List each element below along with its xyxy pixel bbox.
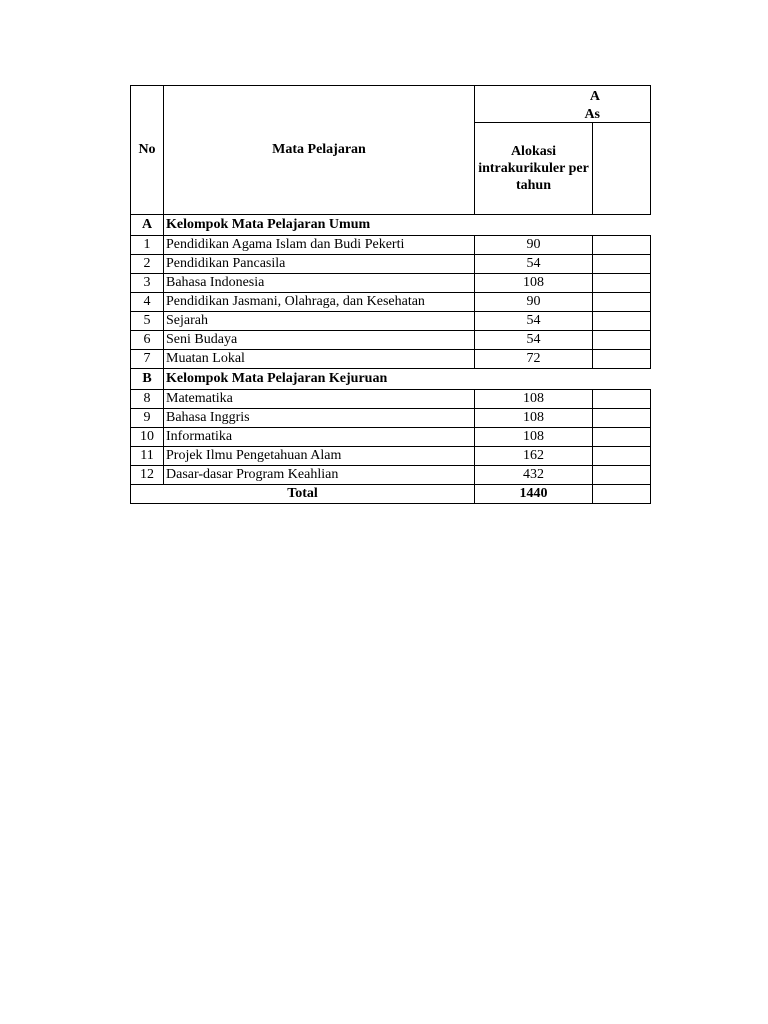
row-subject: Dasar-dasar Program Keahlian <box>164 466 475 485</box>
header-row-top <box>131 86 651 123</box>
row-next-col <box>593 350 651 369</box>
table-row <box>131 447 651 466</box>
header-no: No <box>131 86 164 215</box>
table-body <box>131 86 651 236</box>
row-next-col <box>593 428 651 447</box>
table-row <box>131 293 651 312</box>
header-top-partial: A <box>589 89 600 104</box>
table-row <box>131 409 651 428</box>
row-allocation: 90 <box>475 293 593 312</box>
group-row-a <box>131 215 651 236</box>
row-next-col <box>593 312 651 331</box>
row-allocation: 72 <box>475 350 593 369</box>
group-a-rows <box>131 236 651 369</box>
row-number: 11 <box>131 447 164 466</box>
row-number: 6 <box>131 331 164 350</box>
group-title: Kelompok Mata Pelajaran Kejuruan <box>164 369 651 390</box>
group-code: A <box>131 215 164 236</box>
row-next-col <box>593 255 651 274</box>
table-row <box>131 331 651 350</box>
header-next-col <box>593 123 651 215</box>
header-allocation: Alokasi intrakurikuler per tahun <box>475 123 593 215</box>
row-allocation: 90 <box>475 236 593 255</box>
row-next-col <box>593 390 651 409</box>
row-subject: Pendidikan Agama Islam dan Budi Pekerti <box>164 236 475 255</box>
row-number: 10 <box>131 428 164 447</box>
table-row <box>131 236 651 255</box>
row-number: 12 <box>131 466 164 485</box>
total-label: Total <box>131 485 475 504</box>
row-subject: Pendidikan Pancasila <box>164 255 475 274</box>
row-next-col <box>593 409 651 428</box>
row-next-col <box>593 293 651 312</box>
table-row <box>131 274 651 293</box>
header-allocation-group <box>475 86 651 123</box>
row-number: 8 <box>131 390 164 409</box>
table-footer <box>131 485 651 504</box>
row-allocation: 108 <box>475 390 593 409</box>
curriculum-table <box>130 85 651 504</box>
row-next-col <box>593 447 651 466</box>
total-next-col <box>593 485 651 504</box>
row-subject: Pendidikan Jasmani, Olahraga, dan Kesehatan <box>164 293 475 312</box>
curriculum-table-viewport <box>130 85 600 509</box>
row-number: 3 <box>131 274 164 293</box>
table-row <box>131 390 651 409</box>
table-row <box>131 428 651 447</box>
group-title: Kelompok Mata Pelajaran Umum <box>164 215 651 236</box>
header-top-partial-2: As <box>584 107 600 122</box>
row-number: 2 <box>131 255 164 274</box>
table-row <box>131 312 651 331</box>
row-number: 5 <box>131 312 164 331</box>
row-allocation: 108 <box>475 428 593 447</box>
row-number: 7 <box>131 350 164 369</box>
group-b-rows <box>131 390 651 485</box>
row-allocation: 162 <box>475 447 593 466</box>
row-subject: Bahasa Inggris <box>164 409 475 428</box>
row-allocation: 108 <box>475 274 593 293</box>
row-subject: Informatika <box>164 428 475 447</box>
row-allocation: 432 <box>475 466 593 485</box>
row-number: 4 <box>131 293 164 312</box>
row-subject: Sejarah <box>164 312 475 331</box>
table-row <box>131 466 651 485</box>
row-next-col <box>593 236 651 255</box>
group-row-b <box>131 369 651 390</box>
table-row <box>131 255 651 274</box>
row-allocation: 108 <box>475 409 593 428</box>
row-next-col <box>593 331 651 350</box>
header-subject: Mata Pelajaran <box>164 86 475 215</box>
row-next-col <box>593 466 651 485</box>
row-number: 9 <box>131 409 164 428</box>
row-subject: Muatan Lokal <box>164 350 475 369</box>
total-value: 1440 <box>475 485 593 504</box>
group-b-header <box>131 369 651 390</box>
table-row <box>131 350 651 369</box>
row-allocation: 54 <box>475 255 593 274</box>
row-subject: Projek Ilmu Pengetahuan Alam <box>164 447 475 466</box>
row-number: 1 <box>131 236 164 255</box>
row-next-col <box>593 274 651 293</box>
row-subject: Seni Budaya <box>164 331 475 350</box>
row-subject: Matematika <box>164 390 475 409</box>
row-allocation: 54 <box>475 331 593 350</box>
group-code: B <box>131 369 164 390</box>
row-subject: Bahasa Indonesia <box>164 274 475 293</box>
total-row <box>131 485 651 504</box>
row-allocation: 54 <box>475 312 593 331</box>
